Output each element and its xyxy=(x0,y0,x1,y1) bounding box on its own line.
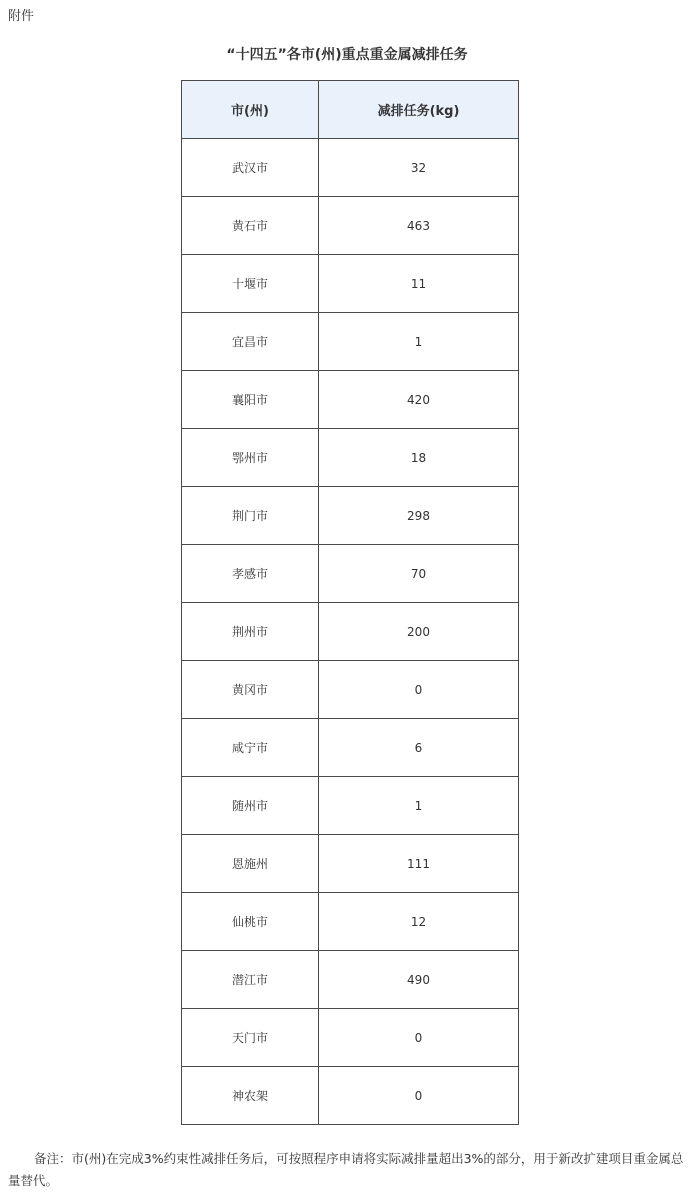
attachment-label: 附件 xyxy=(8,9,35,24)
task-cell: 18 xyxy=(319,429,519,487)
city-cell: 襄阳市 xyxy=(182,371,319,429)
task-cell: 490 xyxy=(319,951,519,1009)
table-row xyxy=(182,893,519,951)
city-cell: 武汉市 xyxy=(182,139,319,197)
column-header-task: 减排任务(kg) xyxy=(319,81,519,139)
table-header-row xyxy=(182,81,519,139)
task-cell: 200 xyxy=(319,603,519,661)
table-row xyxy=(182,1009,519,1067)
task-cell: 70 xyxy=(319,545,519,603)
task-cell: 32 xyxy=(319,139,519,197)
city-cell: 黄冈市 xyxy=(182,661,319,719)
task-cell: 463 xyxy=(319,197,519,255)
column-header-city: 市(州) xyxy=(182,81,319,139)
table-row xyxy=(182,719,519,777)
city-cell: 仙桃市 xyxy=(182,893,319,951)
city-cell: 天门市 xyxy=(182,1009,319,1067)
city-cell: 神农架 xyxy=(182,1067,319,1125)
task-cell: 111 xyxy=(319,835,519,893)
task-cell: 1 xyxy=(319,777,519,835)
city-cell: 宜昌市 xyxy=(182,313,319,371)
task-cell: 0 xyxy=(319,661,519,719)
task-cell: 298 xyxy=(319,487,519,545)
table-row xyxy=(182,429,519,487)
table-row xyxy=(182,139,519,197)
task-cell: 6 xyxy=(319,719,519,777)
city-cell: 黄石市 xyxy=(182,197,319,255)
city-cell: 十堰市 xyxy=(182,255,319,313)
task-cell: 11 xyxy=(319,255,519,313)
city-cell: 孝感市 xyxy=(182,545,319,603)
city-cell: 荆门市 xyxy=(182,487,319,545)
task-cell: 420 xyxy=(319,371,519,429)
table-row xyxy=(182,777,519,835)
table-row xyxy=(182,255,519,313)
city-cell: 咸宁市 xyxy=(182,719,319,777)
city-cell: 恩施州 xyxy=(182,835,319,893)
table-body xyxy=(182,139,519,1125)
city-cell: 鄂州市 xyxy=(182,429,319,487)
task-cell: 1 xyxy=(319,313,519,371)
document-title: “十四五”各市(州)重点重金属减排任务 xyxy=(226,47,468,63)
city-cell: 随州市 xyxy=(182,777,319,835)
task-cell: 12 xyxy=(319,893,519,951)
table-row xyxy=(182,371,519,429)
table-row xyxy=(182,835,519,893)
city-cell: 荆州市 xyxy=(182,603,319,661)
table-row xyxy=(182,313,519,371)
table-row xyxy=(182,545,519,603)
table-row xyxy=(182,487,519,545)
table-row xyxy=(182,661,519,719)
table-row xyxy=(182,951,519,1009)
table-row xyxy=(182,197,519,255)
footnote-remark: 备注：市(州)在完成3%约束性减排任务后，可按照程序申请将实际减排量超出3%的部分，用于新改扩建项目重金属总量替代。 xyxy=(8,1151,684,1188)
task-cell: 0 xyxy=(319,1009,519,1067)
table-row xyxy=(182,603,519,661)
table-row xyxy=(182,1067,519,1125)
city-cell: 潜江市 xyxy=(182,951,319,1009)
task-cell: 0 xyxy=(319,1067,519,1125)
reduction-task-table xyxy=(181,80,519,1125)
